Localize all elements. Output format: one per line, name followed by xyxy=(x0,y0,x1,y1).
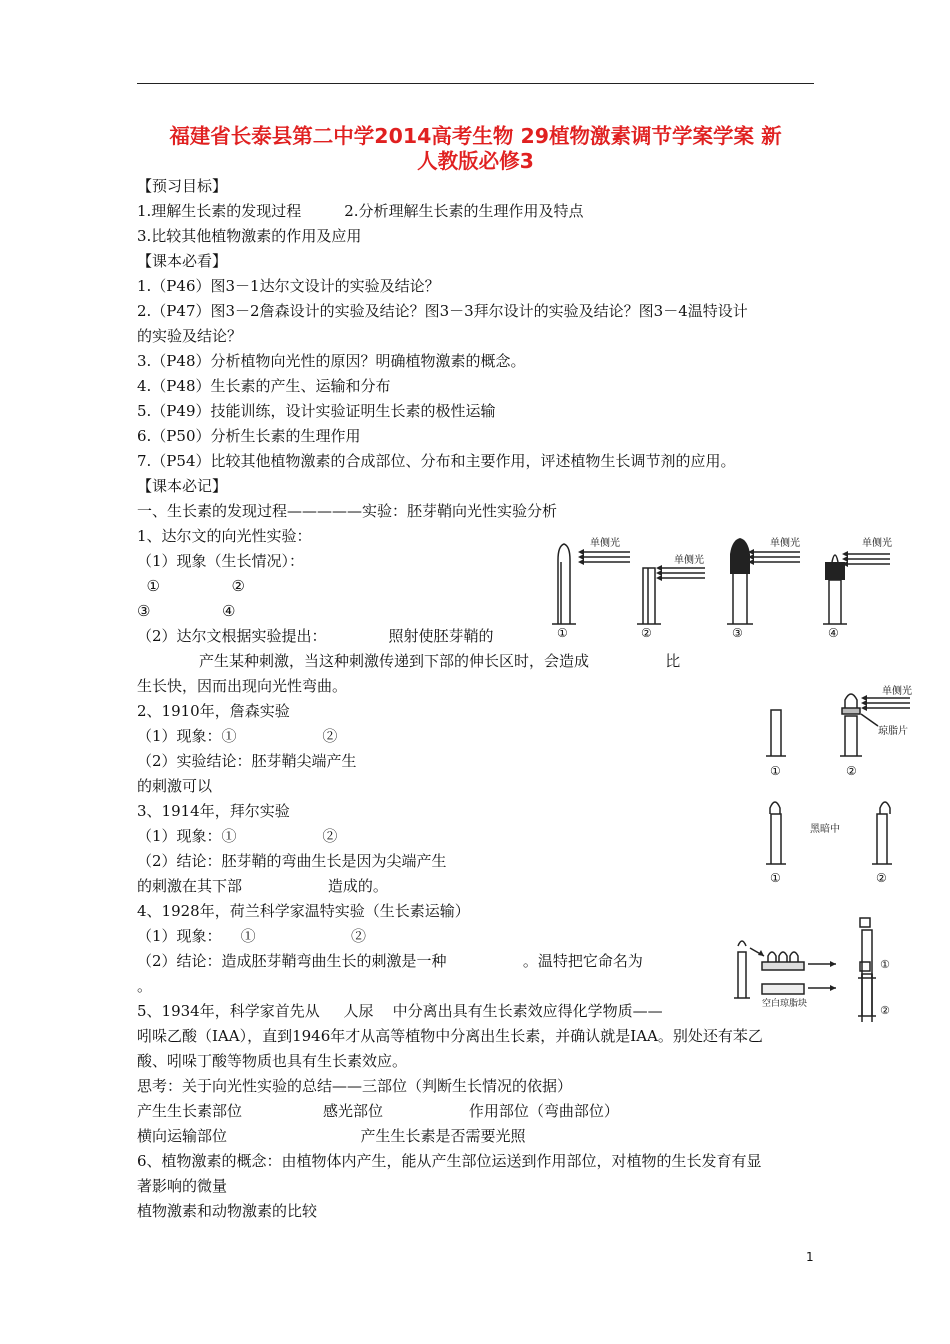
text-line: （1）现象（生长情况）： xyxy=(137,552,305,570)
text-line: （2）达尔文根据实验提出： 照射使胚芽鞘的 xyxy=(137,627,494,645)
light-label: 单侧光 xyxy=(674,555,704,566)
text-line: （2）结论：胚芽鞘的弯曲生长是因为尖端产生 xyxy=(137,852,447,870)
label-1: ① xyxy=(770,871,781,885)
page-number: 1 xyxy=(806,1250,814,1264)
header-rule xyxy=(137,83,814,84)
text-line: 2、1910年，詹森实验 xyxy=(137,702,290,720)
text-line: 酸、吲哚丁酸等物质也具有生长素效应。 xyxy=(137,1052,408,1070)
text-line: 3、1914年，拜尔实验 xyxy=(137,802,290,820)
title-line-1: 福建省长泰县第二中学2014高考生物 29植物激素调节学案学案 新 xyxy=(169,124,782,148)
agar-block-label: 空白琼脂块 xyxy=(762,999,808,1009)
text-line: （2）结论：造成胚芽鞘弯曲生长的刺激是一种 。温特把它命名为 xyxy=(137,952,643,970)
document-title xyxy=(137,124,814,174)
went-figure xyxy=(732,912,912,1022)
text-line: 生长快，因而出现向光性弯曲。 xyxy=(137,677,348,695)
text-line: 横向运输部位 产生生长素是否需要光照 xyxy=(137,1127,526,1145)
text-line: 6、植物激素的概念：由植物体内产生，能从产生部位运送到作用部位，对植物的生长发育有显 xyxy=(137,1152,762,1170)
text-line: 4、1928年，荷兰科学家温特实验（生长素运输） xyxy=(137,902,470,920)
label-4: ④ xyxy=(828,626,839,640)
text-line: 1、达尔文的向光性实验： xyxy=(137,527,312,545)
text-line: 。 xyxy=(137,977,153,995)
text-line: 的刺激在其下部 造成的。 xyxy=(137,877,388,895)
light-label: 单侧光 xyxy=(590,538,620,549)
text-line: 1.（P46）图3－1达尔文设计的实验及结论？ xyxy=(137,277,440,295)
darwin-figure xyxy=(540,530,910,642)
label-2: ② xyxy=(846,764,857,778)
text-line: 【课本必记】 xyxy=(137,477,228,495)
text-line: 3.比较其他植物激素的作用及应用 xyxy=(137,227,362,245)
light-label: 单侧光 xyxy=(882,686,912,697)
text-line: 的实验及结论？ xyxy=(137,327,243,345)
text-line: 5.（P49）技能训练，设计实验证明生长素的极性运输 xyxy=(137,402,496,420)
text-line: 著影响的微量 xyxy=(137,1177,228,1195)
jensen-figure xyxy=(760,686,920,782)
text-line: 5、1934年，科学家首先从 人尿 中分离出具有生长素效应得化学物质—— xyxy=(137,1002,663,1020)
text-line: 吲哚乙酸（IAA），直到1946年才从高等植物中分离出生长素，并确认就是IAA。别处还有苯乙 xyxy=(137,1027,763,1045)
text-line: 【预习目标】 xyxy=(137,177,228,195)
text-line: 一、生长素的发现过程—————实验：胚芽鞘向光性实验分析 xyxy=(137,502,558,520)
text-line: 的刺激可以 xyxy=(137,777,213,795)
label-2: ② xyxy=(880,1004,890,1017)
label-1: ① xyxy=(880,958,890,971)
label-1: ① xyxy=(557,626,568,640)
text-line: （2）实验结论：胚芽鞘尖端产生 xyxy=(137,752,357,770)
text-line: ① ② xyxy=(137,577,245,595)
agar-label: 琼脂片 xyxy=(878,726,908,737)
text-line: 产生生长素部位 感光部位 作用部位（弯曲部位） xyxy=(137,1102,619,1120)
text-line: （1）现象：① ② xyxy=(137,827,338,845)
label-2: ② xyxy=(641,626,652,640)
text-line: 产生某种刺激，当这种刺激传递到下部的伸长区时，会造成 比 xyxy=(137,652,681,670)
title-line-2: 人教版必修3 xyxy=(417,149,534,173)
text-line: 1.理解生长素的发现过程 2.分析理解生长素的生理作用及特点 xyxy=(137,202,584,220)
text-line: 6.（P50）分析生长素的生理作用 xyxy=(137,427,361,445)
text-line: 【课本必看】 xyxy=(137,252,228,270)
label-2: ② xyxy=(876,871,887,885)
dark-label: 黑暗中 xyxy=(810,824,840,835)
light-label: 单侧光 xyxy=(770,538,800,549)
text-line: 思考：关于向光性实验的总结——三部位（判断生长情况的依据） xyxy=(137,1077,573,1095)
text-line: 4.（P48）生长素的产生、运输和分布 xyxy=(137,377,391,395)
text-line: （1）现象： ① ② xyxy=(137,927,366,945)
text-line: 2.（P47）图3－2詹森设计的实验及结论？图3－3拜尔设计的实验及结论？图3－4温特设计 xyxy=(137,302,748,320)
label-1: ① xyxy=(770,764,781,778)
text-line: （1）现象：① ② xyxy=(137,727,338,745)
text-line: 3.（P48）分析植物向光性的原因？明确植物激素的概念。 xyxy=(137,352,526,370)
light-label: 单侧光 xyxy=(862,538,892,549)
text-line: 7.（P54）比较其他植物激素的合成部位、分布和主要作用，评述植物生长调节剂的应用。 xyxy=(137,452,736,470)
text-line: ③ ④ xyxy=(137,602,236,620)
text-line: 植物激素和动物激素的比较 xyxy=(137,1202,318,1220)
paal-figure xyxy=(760,796,920,886)
label-3: ③ xyxy=(732,626,743,640)
